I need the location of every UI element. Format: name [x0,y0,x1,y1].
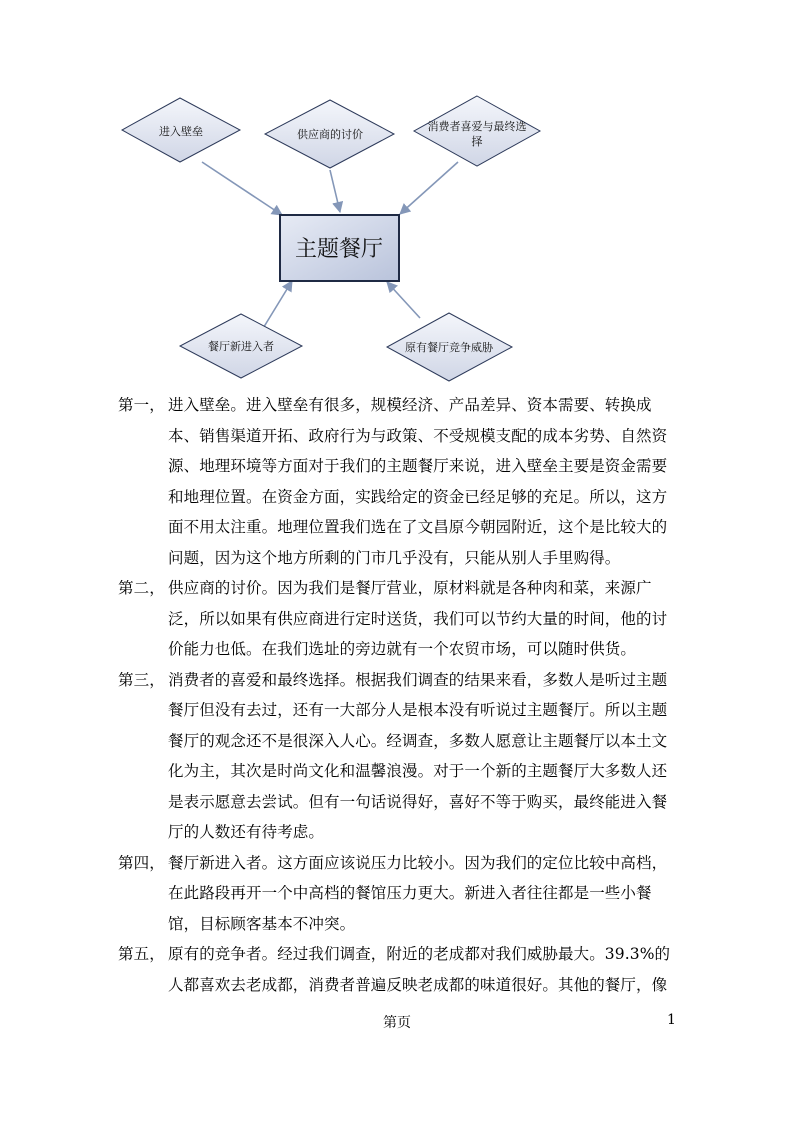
paragraph-label: 第三， [118,670,165,689]
arrow-supplier [330,170,340,212]
paragraph-text: 原有的竞争者。经过我们调查，附近的老成都对我们威胁最大。39.3%的人都喜欢去老成都，消费者普遍反映老成都的味道很好。其他的餐厅，像 [168,945,671,994]
paragraph-text: 进入壁垒。进入壁垒有很多，规模经济、产品差异、资本需要、转换成本、销售渠道开拓、政府行为与政策、不受规模支配的成本劣势、自然资源、地理环境等方面对于我们的主题餐厅来说，进入壁垒主要是资金需要和地理位置。在资金方面，实践给定的资金已经足够的充足。所以，这方面不用太注重。地理位置我们选在了文昌原今朝园附近，这个是比较大的问题，因为这个地方所剩的门市几乎没有，只能从别人手里购得。 [168,396,668,567]
node-label-consumer-line1: 消费者喜爱与最终选 [427,120,527,133]
paragraph-label: 第四， [118,853,165,872]
node-label-rivalry: 原有餐厅竞争威胁 [405,341,493,354]
paragraph-label: 第一， [118,396,165,414]
paragraph-4 [118,848,678,940]
arrow-entry-barrier [202,162,282,215]
paragraph-label: 第二， [118,579,165,597]
center-label: 主题餐厅 [294,237,384,262]
paragraph-5 [118,939,678,1000]
paragraph-text: 消费者的喜爱和最终选择。根据我们调查的结果来看，多数人是听过主题餐厅但没有去过，还有一大部分人是根本没有听说过主题餐厅。所以主题餐厅的观念还不是很深入人心。经调查，多数人愿意让主题餐厅以本土文化为主，其次是时尚文化和温馨浪漫。对于一个新的主题餐厅大多数人还是表示愿意去尝试。但有一句话说得好，喜好不等于购买，最终能进入餐厅的人数还有待考虑。 [168,670,668,841]
arrow-rivalry [387,282,420,318]
node-label-consumer-line2: 择 [471,135,483,148]
paragraph-label: 第五， [118,945,165,963]
node-label-entry-barrier: 进入壁垒 [159,125,203,138]
body-text [118,390,678,1000]
page-number: 1 [667,1012,676,1028]
paragraph-3 [118,665,678,848]
paragraph-2 [118,573,678,665]
paragraph-text: 供应商的讨价。因为我们是餐厅营业，原材料就是各种肉和菜，来源广泛，所以如果有供应商进行定时送货，我们可以节约大量的时间，他的讨价能力也低。在我们选址的旁边就有一个农贸市场，可以随时供货。 [168,579,668,658]
page-footer: 第页 [383,1015,411,1031]
porter-diagram [0,0,794,390]
paragraph-text: 餐厅新进入者。这方面应该说压力比较小。因为我们的定位比较中高档，在此路段再开一个中高档的餐馆压力更大。新进入者往往都是一些小餐馆，目标顾客基本不冲突。 [168,853,668,933]
arrow-consumer [400,162,458,214]
arrow-new-entrant [262,281,292,330]
paragraph-1 [118,390,678,573]
node-label-supplier: 供应商的讨价 [297,128,363,141]
node-label-new-entrant: 餐厅新进入者 [208,340,274,353]
